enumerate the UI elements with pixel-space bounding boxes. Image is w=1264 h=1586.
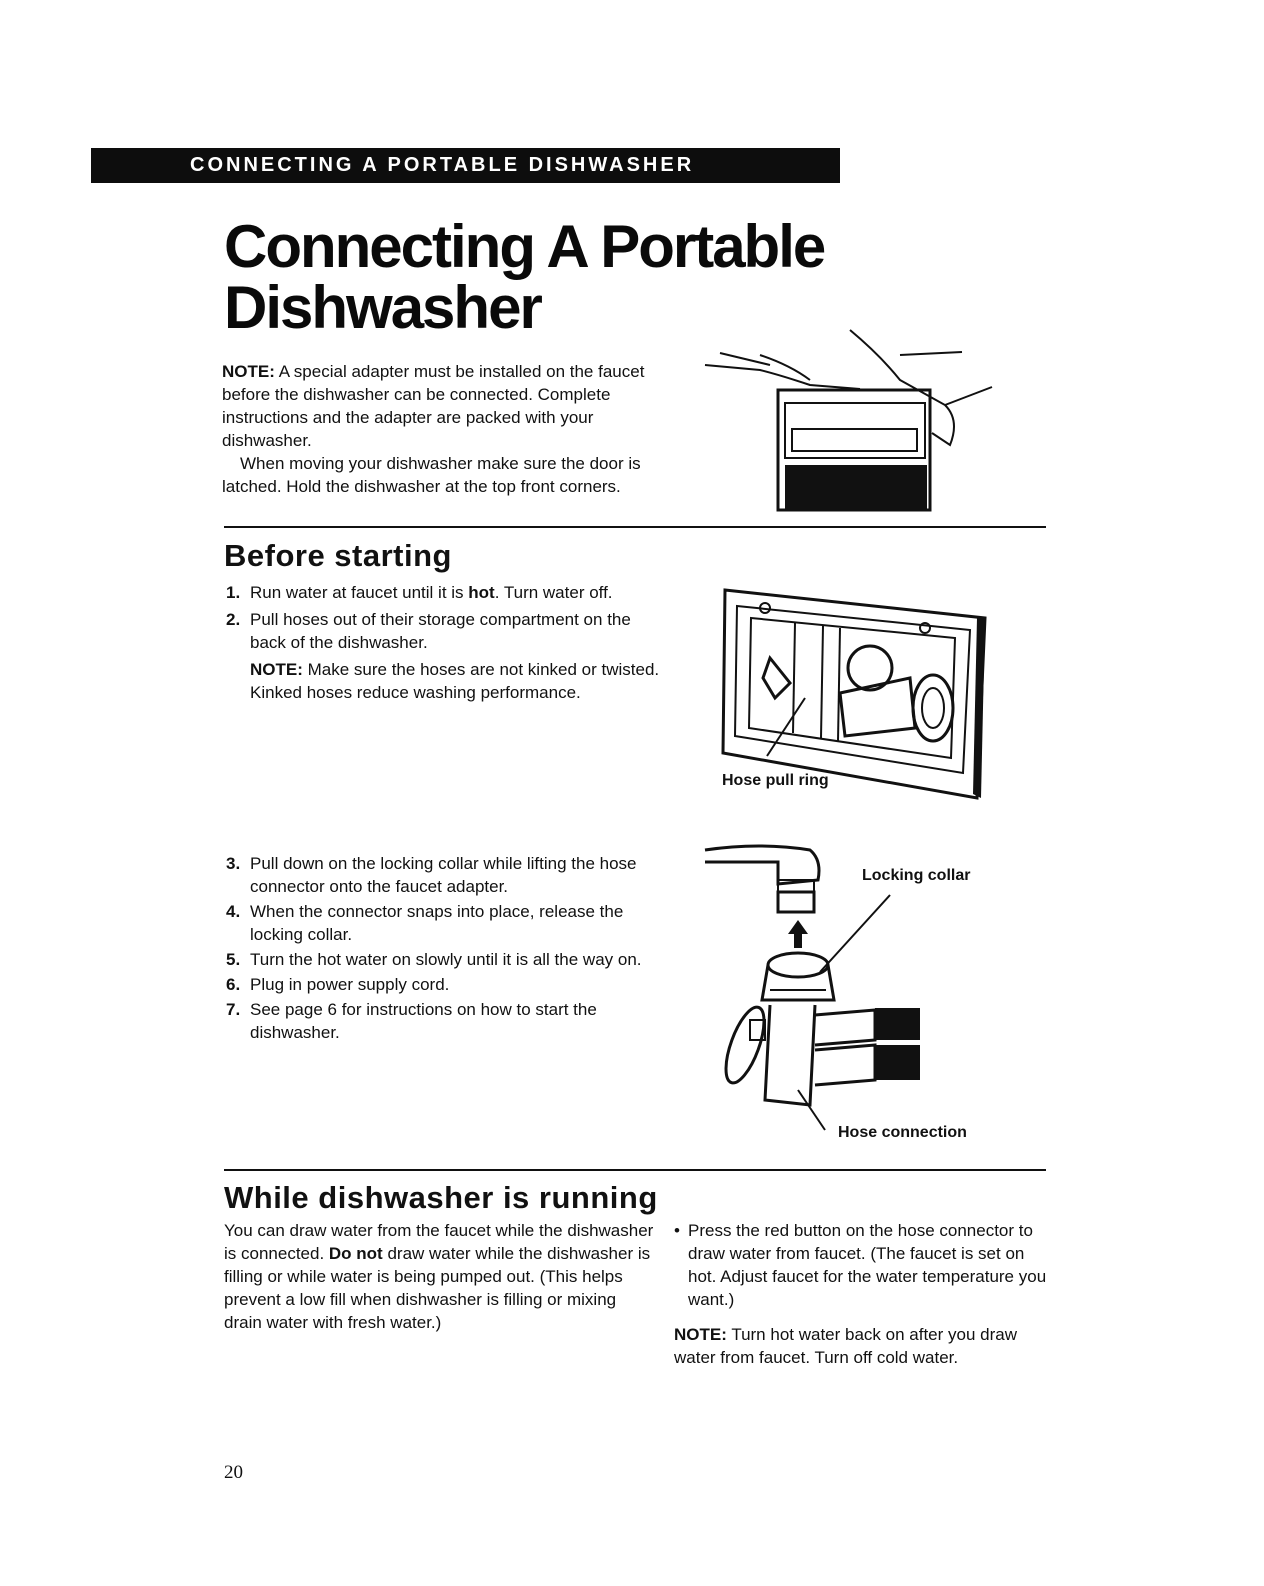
step-text: When the connector snaps into place, release the locking collar. (250, 902, 624, 944)
while-running-heading: While dishwasher is running (224, 1180, 658, 1215)
step-7 (226, 998, 671, 1044)
paragraph-text: You can draw water from the faucet while the dishwasher is connected. (224, 1221, 654, 1263)
before-starting-steps (226, 581, 671, 704)
page-title-line-1: Connecting A Portable (224, 213, 825, 280)
before-starting-heading: Before starting (224, 538, 452, 573)
connect-steps (226, 852, 671, 1044)
step-text: Run water at faucet until it is (250, 583, 469, 602)
note-label: NOTE: (250, 660, 303, 679)
step-text: Plug in power supply cord. (250, 975, 450, 994)
step-6 (226, 973, 671, 996)
page-title (224, 213, 825, 341)
step-number: 5. (226, 950, 241, 969)
moving-instructions: When moving your dishwasher make sure the door is latched. Hold the dishwasher at the top front corners. (222, 454, 641, 496)
locking-collar-label: Locking collar (862, 867, 971, 884)
while-running-right-column (674, 1219, 1049, 1369)
hot-emphasis: hot (468, 583, 495, 602)
hose-compartment-illustration (715, 578, 995, 803)
hot-water-note (674, 1323, 1049, 1369)
step-number: 1. (226, 583, 241, 602)
hose-pull-ring-caption: Hose pull ring (722, 772, 829, 789)
note-label: NOTE: (674, 1325, 727, 1344)
step-number: 6. (226, 975, 241, 994)
paragraph-text-end: draw water while the dishwasher is filling or while water is being pumped out. (This helps prevent a low fill when dishwasher is filling or mixing drain water with fresh water.) (224, 1244, 651, 1332)
step-text: See page 6 for instructions on how to start the dishwasher. (250, 1000, 597, 1042)
section-header-bar (91, 148, 840, 183)
section-divider-2 (224, 1169, 1046, 1171)
step-number: 3. (226, 854, 241, 873)
note-text: Turn hot water back on after you draw water from faucet. Turn off cold water. (674, 1325, 1017, 1367)
hose-connection-label: Hose connection (838, 1124, 967, 1141)
note-label: NOTE: (222, 362, 275, 381)
bullet-text: Press the red button on the hose connector to draw water from faucet. (The faucet is set on hot. Adjust faucet for the water temperature you want.) (688, 1221, 1047, 1309)
step-number: 7. (226, 1000, 241, 1019)
intro-note-paragraph (222, 360, 677, 452)
step-text: Pull down on the locking collar while lifting the hose connector onto the faucet adapter. (250, 854, 637, 896)
red-button-bullet (674, 1219, 1049, 1311)
faucet-connection-illustration (700, 840, 940, 1140)
note-text: Make sure the hoses are not kinked or twisted. Kinked hoses reduce washing performance. (250, 660, 660, 702)
note-text: A special adapter must be installed on the faucet before the dishwasher can be connected. Complete instructions and the adapter are packed with your dishwasher. (222, 362, 645, 450)
carry-dishwasher-illustration (700, 325, 1000, 515)
section-header-label: CONNECTING A PORTABLE DISHWASHER (190, 154, 695, 176)
page-title-line-2: Dishwasher (224, 274, 541, 341)
step-text: Turn the hot water on slowly until it is all the way on. (250, 950, 642, 969)
page-number: 20 (224, 1462, 243, 1483)
step-text-end: . Turn water off. (494, 583, 613, 602)
do-not-emphasis: Do not (328, 1244, 383, 1263)
section-divider-1 (224, 526, 1046, 528)
step-4 (226, 900, 671, 946)
step-5 (226, 948, 671, 971)
while-running-paragraph (224, 1219, 654, 1334)
step-text: Pull hoses out of their storage compartment on the back of the dishwasher. (250, 610, 631, 652)
step-2 (226, 608, 671, 704)
step-1 (226, 581, 671, 604)
bullet-mark: • (674, 1221, 680, 1240)
step-3 (226, 852, 671, 898)
step-2-note (250, 658, 671, 704)
intro-note (222, 360, 677, 498)
step-number: 2. (226, 610, 241, 629)
step-number: 4. (226, 902, 241, 921)
